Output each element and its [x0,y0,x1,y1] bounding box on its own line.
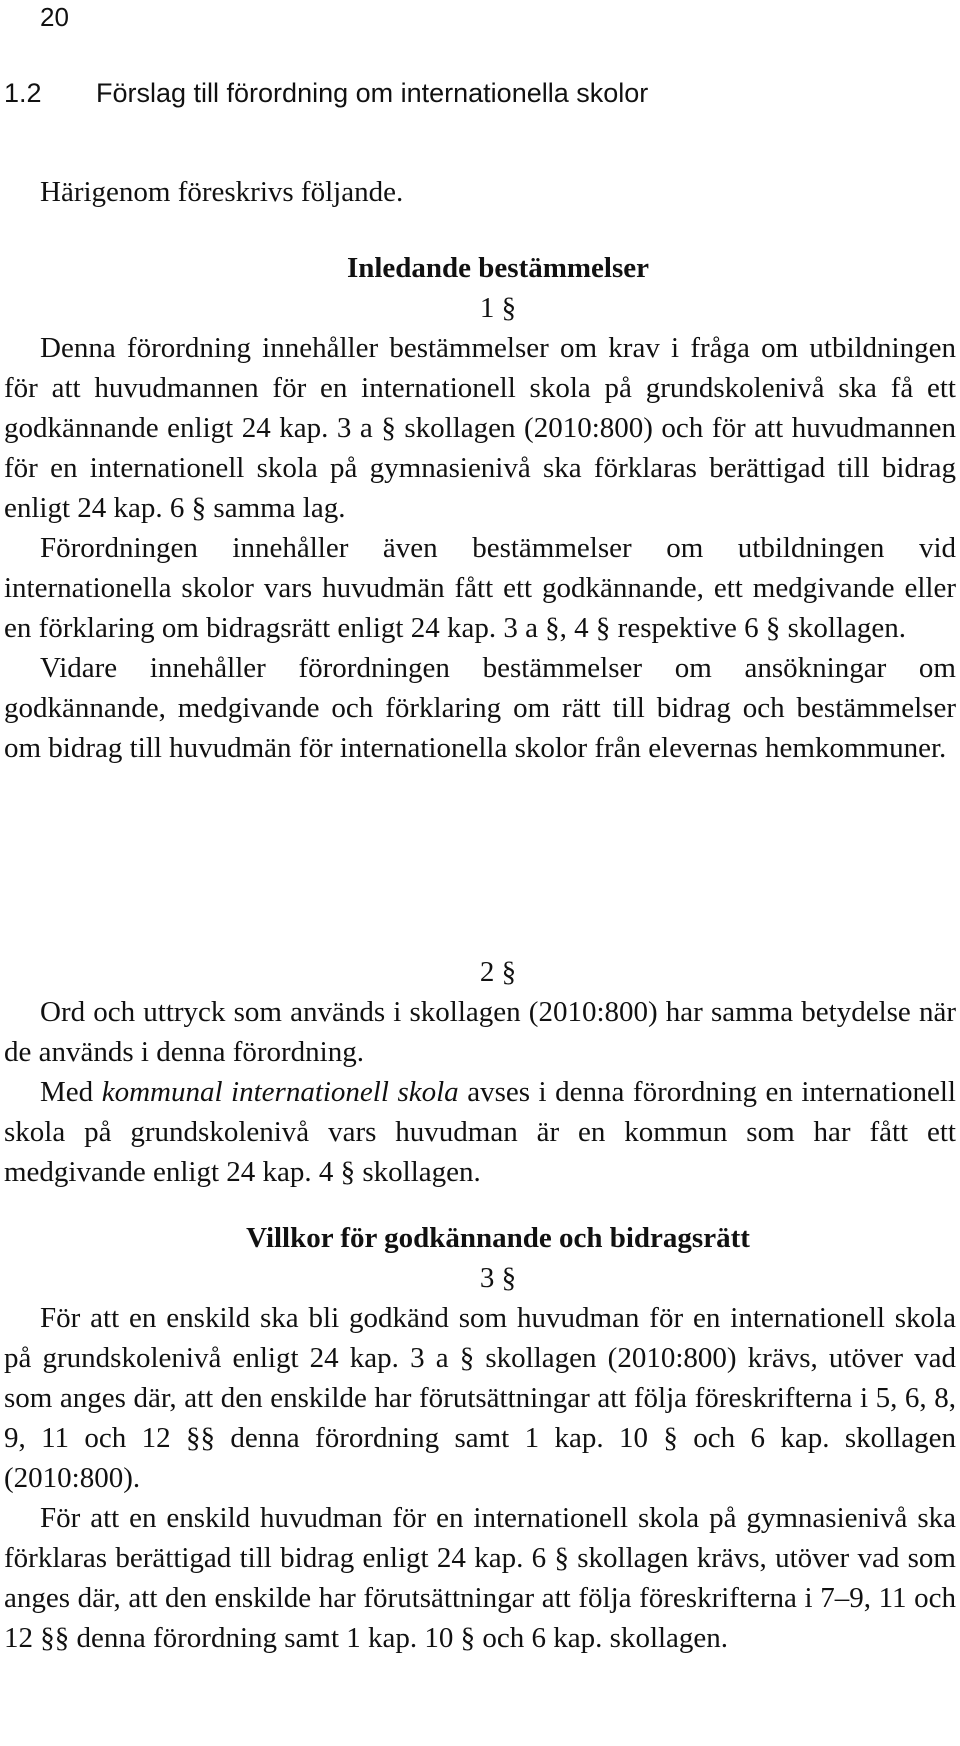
paragraph-2-text-2-before: Med [40,1076,102,1108]
paragraph-mark-3: 3 § [479,1262,517,1294]
paragraph-mark-1: 1 § [479,292,517,324]
section-number: 1.2 [4,78,42,108]
paragraph-2-text: Ord och uttryck som används i skollagen (2010:800) har samma betydelse när de används i denna förordning. [4,996,956,1068]
chapter-title: Inledande bestämmelser [346,252,650,284]
chapter-villkor [4,1218,956,1658]
chapter-inledande [4,248,956,768]
page-number: 20 [40,2,69,32]
defined-term: kommunal internationell skola [101,1076,459,1108]
paragraph-2-text-2-after: avses i denna förordning en internationell skola på grundskolenivå vars huvudman är en kommun som har fått ett medgivande enligt 24 kap. 4 § skollagen. [4,1076,956,1188]
paragraph-2-block [4,952,956,1192]
section-heading [4,76,648,110]
paragraph-1-text-3: Vidare innehåller förordningen bestämmelser om ansökningar om godkännande, medgivande och förklaring om rätt till bidrag och bestämmelser om bidrag till huvudmän för internationella skolor från elevernas hemkommuner. [4,652,956,764]
paragraph-3-text: För att en enskild ska bli godkänd som huvudman för en internationell skola på grundskolenivå enligt 24 kap. 3 a § skollagen (2010:800) krävs, utöver vad som anges där, att den enskilde har förutsättningar att följa föreskrifterna i 5, 6, 8, 9, 11 och 12 §§ denna förordning samt 1 kap. 10 § och 6 kap. skollagen (2010:800). [4,1302,956,1494]
paragraph-1-text: Denna förordning innehåller bestämmelser om krav i fråga om utbildningen för att huvudmannen för en internationell skola på grundskolenivå ska få ett godkännande enligt 24 kap. 3 a § skollagen (2010:800) och för att huvudmannen för en internationell skola på gymnasienivå ska förklaras berättigad till bidrag enligt 24 kap. 6 § samma lag. [4,332,956,524]
paragraph-mark-2: 2 § [479,956,517,988]
paragraph-1-text-2: Förordningen innehåller även bestämmelser om utbildningen vid internationella skolor vars huvudmän fått ett godkännande, ett medgivande eller en förklaring om bidragsrätt enligt 24 kap. 3 a §, 4 § respektive 6 § skollagen. [4,532,956,644]
section-title: Förslag till förordning om internationella skolor [96,78,649,108]
intro-text: Härigenom föreskrivs följande. [40,176,404,208]
chapter-title-2: Villkor för godkännande och bidragsrätt [246,1222,750,1254]
paragraph-3-text-2: För att en enskild huvudman för en internationell skola på gymnasienivå ska förklaras berättigad till bidrag enligt 24 kap. 6 § skollagen krävs, utöver vad som anges där, att den enskilde har förutsättningar att följa föreskrifterna i 7–9, 11 och 12 §§ denna förordning samt 1 kap. 10 § och 6 kap. skollagen. [4,1502,956,1654]
paragraph-2-text-2 [4,1072,956,1192]
